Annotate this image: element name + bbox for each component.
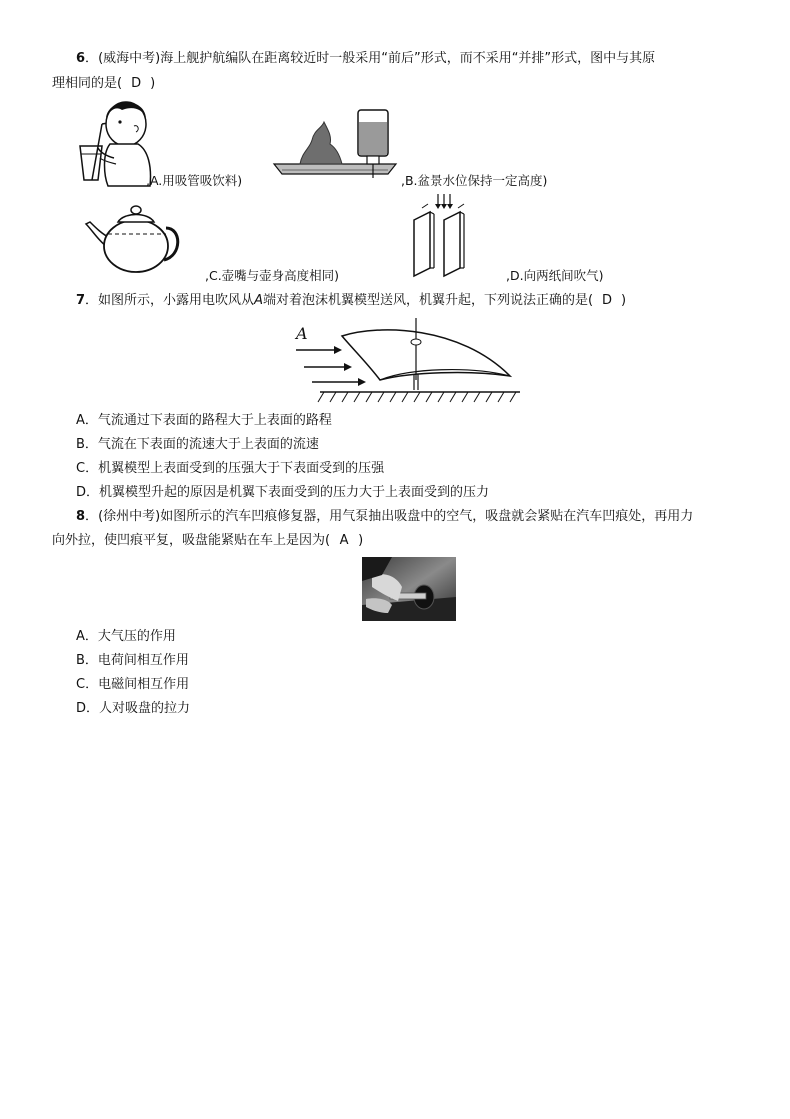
q6-option-c: ,C.壶嘴与壶身高度相同) — [205, 268, 340, 283]
q7-option-b: B．气流在下表面的流速大于上表面的流速 — [76, 437, 319, 452]
q7-option-d: D．机翼模型升起的原因是机翼下表面受到的压力大于上表面受到的压力 — [76, 485, 490, 500]
q6-option-d: ,D.向两纸间吹气) — [506, 268, 604, 283]
q8-option-c: C．电磁间相互作用 — [76, 677, 190, 692]
q6-stem-text2: 理相同的是( — [52, 76, 123, 91]
q8-number: 8 — [76, 509, 86, 524]
q6-figure-b-bonsai-bottle — [270, 104, 400, 184]
q7-stem-close: ) — [621, 293, 627, 308]
q7-answer: D — [602, 293, 613, 308]
q8-option-d: D．人对吸盘的拉力 — [76, 701, 191, 716]
q6-stem-line2 — [52, 75, 155, 93]
q8-option-a: A．大气压的作用 — [76, 629, 176, 644]
q8-option-b: B．电荷间相互作用 — [76, 653, 189, 668]
q8-stem-text2: 向外拉，使凹痕平复，吸盘能紧贴在车上是因为( — [52, 533, 331, 548]
q7-option-a: A．气流通过下表面的路程大于上表面的路程 — [76, 413, 332, 428]
q6-figure-a-boy-straw — [72, 96, 152, 188]
q8-answer: A — [339, 533, 349, 548]
q6-answer: D — [131, 76, 142, 91]
q8-photo-dent-repair — [362, 557, 456, 621]
q7-stem-var: A — [254, 293, 263, 308]
q6-stem-close: ) — [150, 76, 156, 91]
q8-stem-close: ) — [358, 533, 364, 548]
q8-stem-text1: 如图所示的汽车凹痕修复器，用气泵抽出吸盘中的空气，吸盘就会紧贴在汽车凹痕处，再用力 — [160, 509, 694, 524]
q7-option-c: C．机翼模型上表面受到的压强大于下表面受到的压强 — [76, 461, 385, 476]
q7-figure-wing-model — [290, 318, 530, 408]
q6-stem-line1: 6．(威海中考)海上舰护航编队在距离较近时一般采用“前后”形式，而不采用“并排”形式，图中与其原 — [76, 51, 656, 66]
q7-figure-label: A — [296, 324, 308, 343]
q6-number: 6 — [76, 51, 86, 66]
q7-stem-text1: ．如图所示，小露用电吹风从 — [85, 293, 255, 308]
q7-stem-text2: 端对着泡沫机翼模型送风，机翼升起，下列说法正确的是( — [262, 293, 594, 308]
q6-figure-d-two-papers — [408, 194, 478, 280]
q6-option-a: ,A.用吸管吸饮料) — [146, 173, 243, 188]
q6-option-b: ,B.盆景水位保持一定高度) — [401, 173, 548, 188]
q8-source: (徐州中考) — [98, 509, 161, 524]
q6-figure-c-teapot — [84, 198, 184, 278]
q6-stem-text1: 海上舰护航编队在距离较近时一般采用“前后”形式，而不采用“并排”形式，图中与其原 — [160, 51, 656, 66]
q6-source: (威海中考) — [98, 51, 161, 66]
q7-stem — [76, 292, 626, 310]
q8-stem-line1: 8．(徐州中考)如图所示的汽车凹痕修复器，用气泵抽出吸盘中的空气，吸盘就会紧贴在汽车凹痕处，再用力 — [76, 509, 694, 524]
q7-number: 7 — [76, 293, 86, 308]
q8-stem-line2 — [52, 532, 363, 550]
